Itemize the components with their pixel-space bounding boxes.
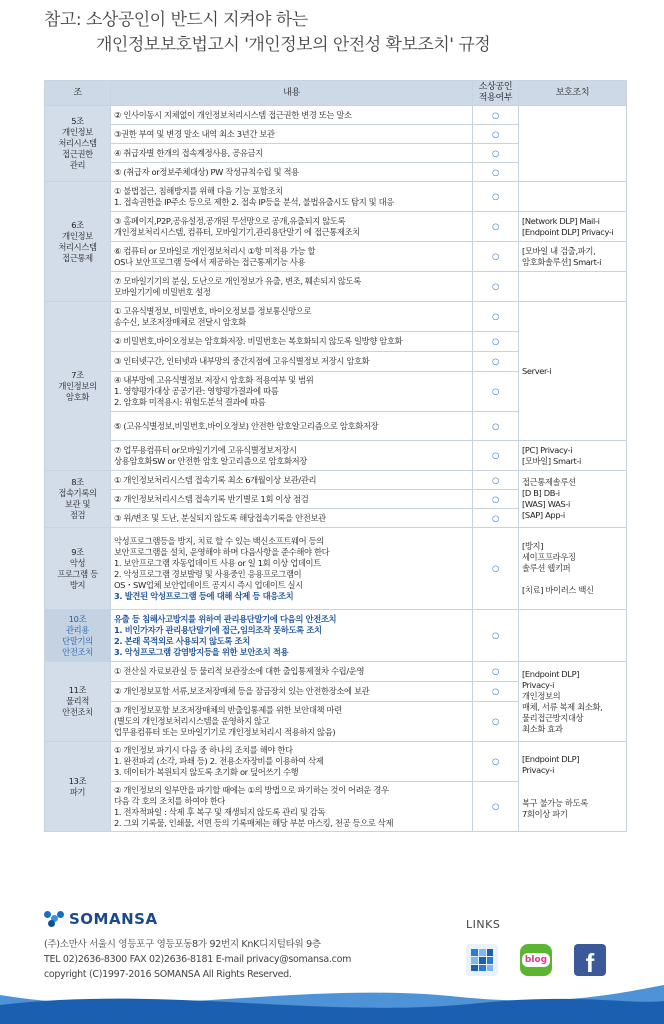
- homepage-link[interactable]: [466, 944, 498, 976]
- protection-cell: [PC] Privacy-i [모바일] Smart-i: [519, 441, 627, 471]
- row-content: ③ 위/변조 및 도난, 분실되지 않도록 해당접속기록을 안전보관: [111, 509, 473, 528]
- page-title: [44, 8, 490, 58]
- table-row: [45, 742, 627, 782]
- compliance-mark: ○: [473, 242, 519, 272]
- row-content: [111, 528, 473, 610]
- compliance-mark: ○: [473, 441, 519, 471]
- table-row: [45, 242, 627, 272]
- header-content: 내용: [111, 81, 473, 106]
- compliance-mark: ○: [473, 528, 519, 610]
- table-row: [45, 662, 627, 682]
- row-content-text: 악성프로그램등을 방지, 치료 할 수 있는 백신소프트웨어 등의 보안프로그램을 설치, 운영해야 하며 다음사항을 준수해야 한다 1. 보안프로그램 자동업데이트 사용 or 일 1회 이상 업데이트 2. 악성프로그램 경보발령 및 사용중인 응용프로그램이 OS・SW업체 보안업데이트 공지시 즉시 업데이트 실시: [114, 535, 330, 590]
- somansa-logo-icon: [44, 911, 64, 927]
- row-content: ③ 홈페이지,P2P,공유설정,공개된 무선망으로 공개,유출되지 않도록 개인정보처리시스템, 컴퓨터, 모바일기기,관리용단말기 에 접근통제조치: [111, 212, 473, 242]
- compliance-mark: ○: [473, 272, 519, 302]
- article-8: 8조 접속기록의 보관 및 점검: [45, 471, 111, 528]
- table-row: [45, 528, 627, 610]
- protection-cell: [Endpoint DLP] Privacy-i 복구 불가능 하도록 7회이상 파기: [519, 742, 627, 832]
- row-content: ① 고유식별정보, 비밀번호, 바이오정보를 정보통신망으로 송수신, 보조저장매체로 전달시 암호화: [111, 302, 473, 332]
- regulation-table: [44, 80, 627, 832]
- brand-name: SOMANSA: [69, 910, 158, 928]
- article-11: 11조 물리적 안전조치: [45, 662, 111, 742]
- compliance-mark: ○: [473, 742, 519, 782]
- protection-cell: [519, 610, 627, 662]
- compliance-mark: ○: [473, 352, 519, 372]
- footer-wave: [0, 975, 664, 1024]
- row-content: ③ 인터넷구간, 인터넷과 내부망의 중간지점에 고유식별정보 저장시 암호화: [111, 352, 473, 372]
- row-content: ② 개인정보의 일부만을 파기할 때에는 ①의 방법으로 파기하는 것이 어려운 경우 다음 각 호의 조치를 하여야 한다 1. 전자적파일 : 삭제 후 복구 및 재생되지 않도록 관리 및 감독 2. 그외 기록물, 인쇄물, 서면 등의 기록매체는 해당 부분 마스킹, 천공 등으로 삭제: [111, 782, 473, 832]
- title-line-1: 참고: 소상공인이 반드시 지켜야 하는: [44, 10, 308, 30]
- cube-icon: [468, 946, 496, 974]
- row-content-highlight: 3. 발견된 악성프로그램 등에 대해 삭제 등 대응조치: [114, 590, 294, 601]
- row-content: ② 인사이동시 지체없이 개인정보처리시스템 접근권한 변경 또는 말소: [111, 106, 473, 125]
- compliance-mark: ○: [473, 490, 519, 509]
- table-row: [45, 610, 627, 662]
- compliance-mark: ○: [473, 782, 519, 832]
- protection-cell: [519, 272, 627, 302]
- article-9: 9조 악성 프로그램 등 방지: [45, 528, 111, 610]
- row-content: ④ 취급자별 한개의 접속계정사용, 공유금지: [111, 144, 473, 163]
- company-address: (주)소만사 서울시 영등포구 영등포동8가 92번지 KnK디지털타워 9층: [44, 939, 321, 950]
- facebook-link[interactable]: [574, 944, 606, 976]
- article-7: 7조 개인정보의 암호화: [45, 302, 111, 471]
- compliance-mark: ○: [473, 682, 519, 702]
- row-content: ① 개인정보 파기시 다음 중 하나의 조치를 해야 한다 1. 완전파괴 (소각, 파쇄 등) 2. 전용소자장비를 이용하여 삭제 3. 데이터가 복원되지 않도록 초기화 or 덮어쓰기 수행: [111, 742, 473, 782]
- links-label: LINKS: [466, 918, 501, 931]
- table-row: [45, 302, 627, 332]
- row-content: ⑦ 모바일기기의 분실, 도난으로 개인정보가 유출, 변조, 훼손되지 않도록 모바일기기에 비밀번호 설정: [111, 272, 473, 302]
- row-content: ② 비밀번호,바이오정보는 암호화저장. 비밀번호는 복호화되지 않도록 일방향 암호화: [111, 332, 473, 352]
- header-compliance: 소상공인 적용여부: [473, 81, 519, 106]
- somansa-logo: [44, 910, 158, 928]
- row-content: ③ 개인정보포함 보조저장매체의 반출입통제를 위한 보안대책 마련 (별도의 개인정보처리시스템을 운영하지 않고 업무용컴퓨터 또는 모바일기기로 개인정보처리시 적용하지 않음): [111, 702, 473, 742]
- compliance-mark: ○: [473, 106, 519, 125]
- article-5: 5조 개인정보 처리시스템 접근권한 관리: [45, 106, 111, 182]
- compliance-mark: ○: [473, 144, 519, 163]
- compliance-mark: ○: [473, 125, 519, 144]
- header-protection: 보호조치: [519, 81, 627, 106]
- row-content: ① 개인정보처리시스템 접속기록 최소 6개월이상 보관/관리: [111, 471, 473, 490]
- row-content: 유출 등 침해사고방지를 위하여 관리용단말기에 다음의 안전조치 1. 비인가자가 관리용단말기에 접근,임의조작 못하도록 조치 2. 본래 목적외로 사용되지 않도록 조치 3. 악성프로그램 감염방지등을 위한 보안조치 적용: [111, 610, 473, 662]
- protection-cell: [519, 106, 627, 182]
- compliance-mark: ○: [473, 662, 519, 682]
- compliance-mark: ○: [473, 412, 519, 441]
- compliance-mark: ○: [473, 182, 519, 212]
- row-content: ② 개인정보포함 서류,보조저장매체 등을 잠금장치 있는 안전한장소에 보관: [111, 682, 473, 702]
- protection-cell: [방지] 세이프프라우징 솔루션 웹키퍼 [치료] 바이러스 백신: [519, 528, 627, 610]
- row-content: ② 개인정보처리시스템 접속기록 반기별로 1회 이상 점검: [111, 490, 473, 509]
- protection-cell: [Network DLP] Mail-i [Endpoint DLP] Privacy-i: [519, 212, 627, 242]
- compliance-mark: ○: [473, 372, 519, 412]
- table-header-row: [45, 81, 627, 106]
- copyright: copyright (C)1997-2016 SOMANSA All Rights Reserved.: [44, 969, 292, 980]
- row-content: ③권한 부여 및 변경 말소 내역 최소 3년간 보관: [111, 125, 473, 144]
- compliance-mark: ○: [473, 163, 519, 182]
- row-content: ④ 내부망에 고유식별정보 저장시 암호화 적용여부 및 범위 1. 영향평가대상 공공기관: 영향평가결과에 따름 2. 암호화 미적용시: 위험도분석 결과에 따름: [111, 372, 473, 412]
- blog-icon: blog: [522, 953, 550, 967]
- row-content: ⑤ (취급자 or정보주체대상) PW 작성규칙수립 및 적용: [111, 163, 473, 182]
- compliance-mark: ○: [473, 332, 519, 352]
- article-10: 10조 관리용 단말기의 안전조치: [45, 610, 111, 662]
- title-line-2: 개인정보보호법고시 '개인정보의 안전성 확보조치' 규정: [96, 35, 491, 55]
- header-jo: 조: [45, 81, 111, 106]
- protection-cell: [519, 182, 627, 212]
- article-6: 6조 개인정보 처리시스템 접근통제: [45, 182, 111, 302]
- blog-link[interactable]: [520, 944, 552, 976]
- row-content: ① 전산실 자료보관실 등 물리적 보관장소에 대한 출입통제절차 수립/운영: [111, 662, 473, 682]
- compliance-mark: ○: [473, 212, 519, 242]
- compliance-mark: ○: [473, 610, 519, 662]
- compliance-mark: ○: [473, 302, 519, 332]
- table-row: [45, 212, 627, 242]
- compliance-mark: ○: [473, 471, 519, 490]
- protection-cell: [Endpoint DLP] Privacy-i 개인정보의 매체, 서류 복제 최소화, 물리접근방지대상 최소화 효과: [519, 662, 627, 742]
- company-contact: TEL 02)2636-8300 FAX 02)2636-8181 E-mail privacy@somansa.com: [44, 954, 352, 965]
- facebook-icon: f: [585, 947, 595, 978]
- protection-cell: Server-i: [519, 302, 627, 441]
- table-row: [45, 272, 627, 302]
- table-row: [45, 106, 627, 125]
- row-content: ⑥ 컴퓨터 or 모바일로 개인정보처리시 ①항 미적용 가능 할 OS나 보안프로그램 등에서 제공하는 접근통제기능 사용: [111, 242, 473, 272]
- row-content: ⑦ 업무용컴퓨터 or모바일기기에 고유식별정보저장시 상용암호화SW or 안전한 암호 알고리즘으로 암호화저장: [111, 441, 473, 471]
- protection-cell: 접근통제솔루션 [D B] DB-i [WAS] WAS-i [SAP] App-i: [519, 471, 627, 528]
- table-row: [45, 182, 627, 212]
- table-row: [45, 471, 627, 490]
- protection-cell: [모바일 내 검출,파기, 암호화솔루션] Smart-i: [519, 242, 627, 272]
- table-row: [45, 441, 627, 471]
- compliance-mark: ○: [473, 509, 519, 528]
- article-13: 13조 파기: [45, 742, 111, 832]
- row-content: ⑤ (고유식별정보,비밀번호,바이오정보) 안전한 암호알고리즘으로 암호화저장: [111, 412, 473, 441]
- row-content: ① 불법접근, 침해방지를 위해 다음 기능 포함조치 1. 접속권한을 IP주소 등으로 제한 2. 접속 IP등을 분석, 불법유출시도 탐지 및 대응: [111, 182, 473, 212]
- compliance-mark: ○: [473, 702, 519, 742]
